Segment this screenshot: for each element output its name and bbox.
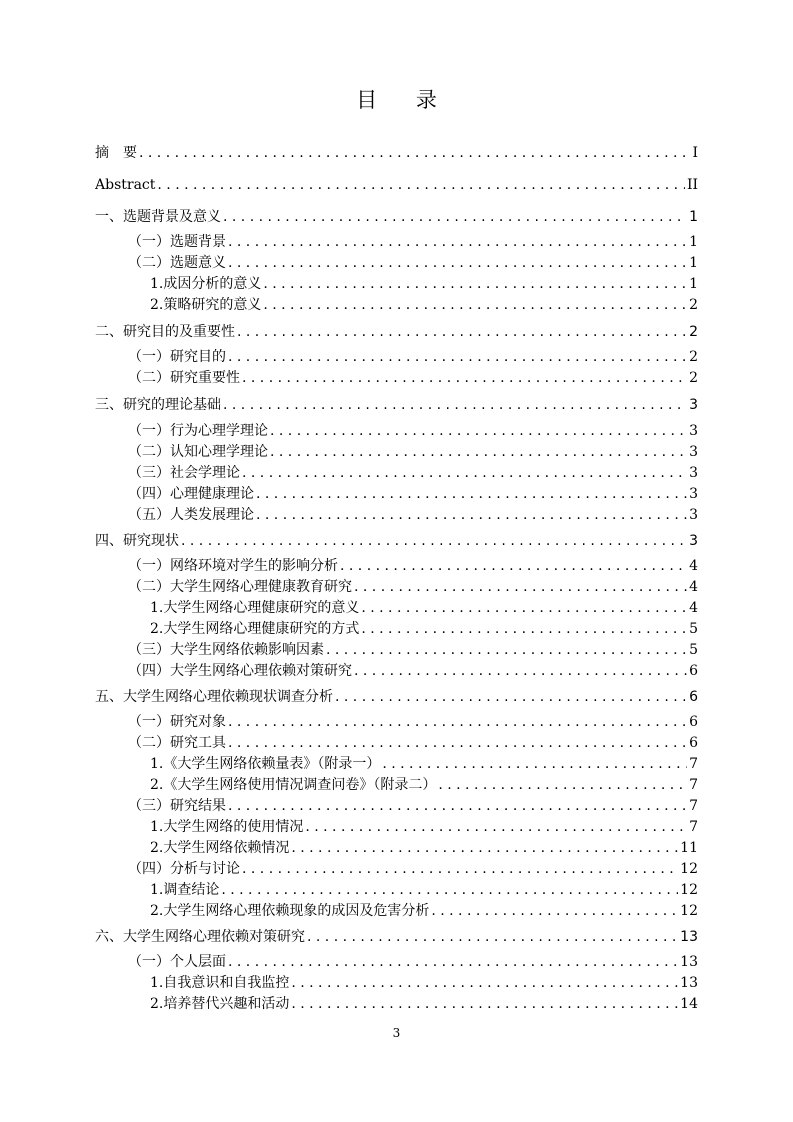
toc-entry-title: 大学生网络心理健康研究的意义 <box>163 600 360 616</box>
toc-entry-title: 大学生网络心理健康教育研究 <box>170 579 352 595</box>
toc-dot-leader <box>221 880 678 900</box>
toc-entry-number: （二） <box>128 255 170 271</box>
toc-dot-leader <box>270 421 687 441</box>
toc-entry-title: 成因分析的意义 <box>163 276 262 292</box>
toc-entry-page: 4 <box>689 579 698 595</box>
toc-entry-number: （二） <box>128 444 170 460</box>
toc-entry-title: 《大学生网络依赖量表》（附录一） <box>163 756 381 772</box>
toc-entry[interactable] <box>128 577 698 597</box>
page-title: 目 录 <box>356 88 453 112</box>
toc-entry-page: 1 <box>689 255 698 271</box>
toc-entry[interactable] <box>150 817 698 837</box>
toc-entry[interactable] <box>128 232 698 252</box>
toc-dot-leader <box>256 505 687 525</box>
toc-dot-leader <box>307 927 678 947</box>
toc-dot-leader <box>291 973 678 993</box>
toc-entry-number: （四） <box>128 861 170 877</box>
toc-entry-number: （二） <box>128 735 170 751</box>
toc-dot-leader <box>438 775 687 795</box>
toc-entry-number: 1. <box>150 975 164 991</box>
toc-entry-title: 选题背景 <box>170 234 226 250</box>
toc-entry-number: 四、 <box>95 533 123 549</box>
toc-entry[interactable] <box>150 295 698 315</box>
toc-entry[interactable] <box>95 143 698 163</box>
toc-entry-page: 3 <box>689 465 698 481</box>
toc-entry-title: 选题背景及意义 <box>123 209 221 225</box>
toc-dot-leader <box>256 484 687 504</box>
toc-entry-page: 4 <box>689 558 698 574</box>
toc-entry-title: 大学生网络的使用情况 <box>163 819 304 835</box>
toc-entry[interactable] <box>95 207 698 227</box>
toc-entry-title: 选题意义 <box>170 255 226 271</box>
toc-entry-page: 13 <box>680 954 698 970</box>
toc-entry-number: （四） <box>128 663 170 679</box>
toc-entry-title: 调查结论 <box>163 882 220 898</box>
toc-entry-page: 13 <box>680 975 698 991</box>
toc-entry-title: 自我意识和自我监控 <box>163 975 290 991</box>
toc-entry-page: 3 <box>689 507 698 523</box>
toc-entry-page: 6 <box>689 714 698 730</box>
toc-dot-leader <box>228 712 687 732</box>
toc-entry-number: （四） <box>128 486 170 502</box>
toc-entry-page: 2 <box>689 297 698 313</box>
toc-dot-leader <box>305 817 687 837</box>
toc-entry[interactable] <box>150 901 698 921</box>
toc-entry[interactable] <box>95 395 698 415</box>
toc-entry[interactable] <box>95 175 698 195</box>
toc-dot-leader <box>354 577 687 597</box>
toc-entry-page: 6 <box>689 735 698 751</box>
toc-entry-number: 1. <box>150 882 164 898</box>
toc-entry-page: 3 <box>689 486 698 502</box>
toc-entry[interactable] <box>95 531 698 551</box>
toc-dot-leader <box>181 531 687 551</box>
toc-entry[interactable] <box>128 421 698 441</box>
toc-entry-number: （一） <box>128 234 170 250</box>
toc-entry-title: 大学生网络心理依赖对策研究 <box>123 929 305 945</box>
toc-entry-title: 策略研究的意义 <box>163 297 262 313</box>
toc-entry[interactable] <box>150 880 698 900</box>
toc-entry-number: 1. <box>150 276 164 292</box>
toc-entry-page: II <box>686 177 698 193</box>
toc-entry-page: 5 <box>689 642 698 658</box>
toc-dot-leader <box>335 687 687 707</box>
toc-dot-leader <box>223 395 687 415</box>
toc-dot-leader <box>242 368 687 388</box>
toc-entry-title: 研究目的及重要性 <box>123 324 235 340</box>
toc-entry-number: （一） <box>128 423 170 439</box>
toc-entry-title: 摘 要 <box>95 145 137 161</box>
toc-entry-title: 网络环境对学生的影响分析 <box>170 558 338 574</box>
toc-entry-number: 2. <box>150 903 164 919</box>
toc-entry-page: 3 <box>689 397 698 413</box>
toc-entry[interactable] <box>150 775 698 795</box>
toc-entry[interactable] <box>128 859 698 879</box>
toc-dot-leader <box>228 796 687 816</box>
toc-entry-number: 1. <box>150 819 164 835</box>
toc-entry-number: （五） <box>128 507 170 523</box>
toc-dot-leader <box>157 175 685 195</box>
toc-dot-leader <box>228 952 678 972</box>
toc-entry-title: 研究的理论基础 <box>123 397 221 413</box>
toc-entry[interactable] <box>128 442 698 462</box>
toc-entry-page: 3 <box>689 444 698 460</box>
toc-dot-leader <box>291 994 678 1014</box>
toc-entry[interactable] <box>128 796 698 816</box>
toc-entry-page: 6 <box>689 663 698 679</box>
toc-entry-page: 7 <box>689 777 698 793</box>
toc-entry-title: 大学生网络心理依赖现象的成因及危害分析 <box>163 903 430 919</box>
toc-entry-number: （二） <box>128 579 170 595</box>
toc-entry-page: 12 <box>680 903 698 919</box>
toc-entry-title: 社会学理论 <box>170 465 240 481</box>
toc-entry-number: 二、 <box>95 324 123 340</box>
toc-entry-title: 培养替代兴趣和活动 <box>163 996 290 1012</box>
toc-entry-page: 11 <box>680 840 698 856</box>
toc-entry-title: 大学生网络心理健康研究的方式 <box>163 621 360 637</box>
toc-entry-title: 研究对象 <box>170 714 226 730</box>
toc-dot-leader <box>139 143 690 163</box>
toc-entry-page: 2 <box>689 324 698 340</box>
toc-entry-number: 三、 <box>95 397 123 413</box>
toc-entry[interactable] <box>128 347 698 367</box>
toc-entry-page: 2 <box>689 349 698 365</box>
toc-dot-leader <box>263 295 687 315</box>
toc-dot-leader <box>361 598 687 618</box>
toc-entry-title: 研究工具 <box>170 735 226 751</box>
toc-entry[interactable] <box>128 712 698 732</box>
toc-entry-number: （一） <box>128 558 170 574</box>
toc-entry[interactable] <box>128 505 698 525</box>
toc-entry[interactable] <box>150 838 698 858</box>
toc-dot-leader <box>382 754 687 774</box>
toc-entry-title: 人类发展理论 <box>170 507 254 523</box>
toc-entry-title: 研究重要性 <box>170 370 240 386</box>
toc-entry-title: 大学生网络心理依赖现状调查分析 <box>123 689 333 705</box>
toc-entry-page: 7 <box>689 819 698 835</box>
toc-entry[interactable] <box>128 952 698 972</box>
toc-entry-number: （三） <box>128 798 170 814</box>
toc-entry[interactable] <box>150 754 698 774</box>
toc-entry[interactable] <box>150 994 698 1014</box>
toc-dot-leader <box>270 442 687 462</box>
toc-dot-leader <box>228 253 687 273</box>
toc-entry-page: 2 <box>689 370 698 386</box>
toc-entry-page: I <box>692 145 698 161</box>
toc-entry[interactable] <box>128 661 698 681</box>
toc-entry-title: 研究现状 <box>123 533 179 549</box>
toc-dot-leader <box>326 640 687 660</box>
toc-entry-number: 1. <box>150 600 164 616</box>
toc-entry-title: 分析与讨论 <box>170 861 240 877</box>
toc-entry-number: （一） <box>128 714 170 730</box>
toc-entry-page: 7 <box>689 798 698 814</box>
toc-dot-leader <box>223 207 687 227</box>
toc-entry-page: 1 <box>689 276 698 292</box>
toc-dot-leader <box>228 733 687 753</box>
toc-entry-page: 7 <box>689 756 698 772</box>
toc-dot-leader <box>263 274 687 294</box>
toc-entry-number: 2. <box>150 840 164 856</box>
toc-dot-leader <box>242 859 678 879</box>
toc-entry-number: （三） <box>128 465 170 481</box>
toc-entry[interactable] <box>150 973 698 993</box>
toc-dot-leader <box>431 901 678 921</box>
toc-entry-number: 2. <box>150 777 164 793</box>
toc-entry-title: 大学生网络依赖情况 <box>163 840 290 856</box>
toc-entry-title: 个人层面 <box>170 954 226 970</box>
toc-entry-number: 2. <box>150 297 164 313</box>
toc-entry[interactable] <box>95 927 698 947</box>
toc-dot-leader <box>340 556 687 576</box>
toc-entry[interactable] <box>128 484 698 504</box>
toc-entry[interactable] <box>95 322 698 342</box>
toc-entry-page: 12 <box>680 882 698 898</box>
toc-entry[interactable] <box>150 619 698 639</box>
toc-dot-leader <box>354 661 687 681</box>
toc-entry-title: Abstract <box>95 177 156 193</box>
toc-entry-title: 大学生网络依赖影响因素 <box>170 642 324 658</box>
toc-entry[interactable] <box>95 687 698 707</box>
toc-entry-page: 1 <box>689 209 698 225</box>
toc-entry[interactable] <box>150 274 698 294</box>
toc-entry[interactable] <box>128 253 698 273</box>
toc-entry-number: （三） <box>128 642 170 658</box>
toc-dot-leader <box>242 463 687 483</box>
toc-entry-page: 14 <box>680 996 698 1012</box>
toc-entry[interactable] <box>128 368 698 388</box>
toc-entry-title: 大学生网络心理依赖对策研究 <box>170 663 352 679</box>
toc-entry[interactable] <box>128 463 698 483</box>
toc-entry-page: 3 <box>689 423 698 439</box>
toc-entry-page: 3 <box>689 533 698 549</box>
toc-dot-leader <box>237 322 687 342</box>
toc-entry-number: （一） <box>128 349 170 365</box>
toc-entry[interactable] <box>128 733 698 753</box>
toc-entry-number: 五、 <box>95 689 123 705</box>
toc-entry-number: （一） <box>128 954 170 970</box>
toc-entry-title: 研究结果 <box>170 798 226 814</box>
toc-dot-leader <box>228 347 687 367</box>
toc-entry-number: 六、 <box>95 929 123 945</box>
toc-entry-number: 2. <box>150 621 164 637</box>
toc-dot-leader <box>291 838 678 858</box>
toc-entry-number: 2. <box>150 996 164 1012</box>
toc-entry[interactable] <box>128 556 698 576</box>
page-number: 3 <box>392 1026 401 1040</box>
toc-dot-leader <box>361 619 687 639</box>
toc-entry-page: 6 <box>689 689 698 705</box>
toc-entry-title: 研究目的 <box>170 349 226 365</box>
toc-entry-page: 1 <box>689 234 698 250</box>
toc-entry-page: 12 <box>680 861 698 877</box>
toc-entry-title: 认知心理学理论 <box>170 444 268 460</box>
toc-dot-leader <box>228 232 687 252</box>
toc-entry-title: 行为心理学理论 <box>170 423 268 439</box>
toc-entry-title: 心理健康理论 <box>170 486 254 502</box>
toc-entry-number: 1. <box>150 756 164 772</box>
toc-entry-page: 5 <box>689 621 698 637</box>
toc-entry-number: （二） <box>128 370 170 386</box>
toc-entry-page: 4 <box>689 600 698 616</box>
toc-entry-title: 《大学生网络使用情况调查问卷》（附录二） <box>163 777 437 793</box>
toc-entry[interactable] <box>150 598 698 618</box>
toc-entry-page: 13 <box>680 929 698 945</box>
toc-entry-number: 一、 <box>95 209 123 225</box>
toc-entry[interactable] <box>128 640 698 660</box>
